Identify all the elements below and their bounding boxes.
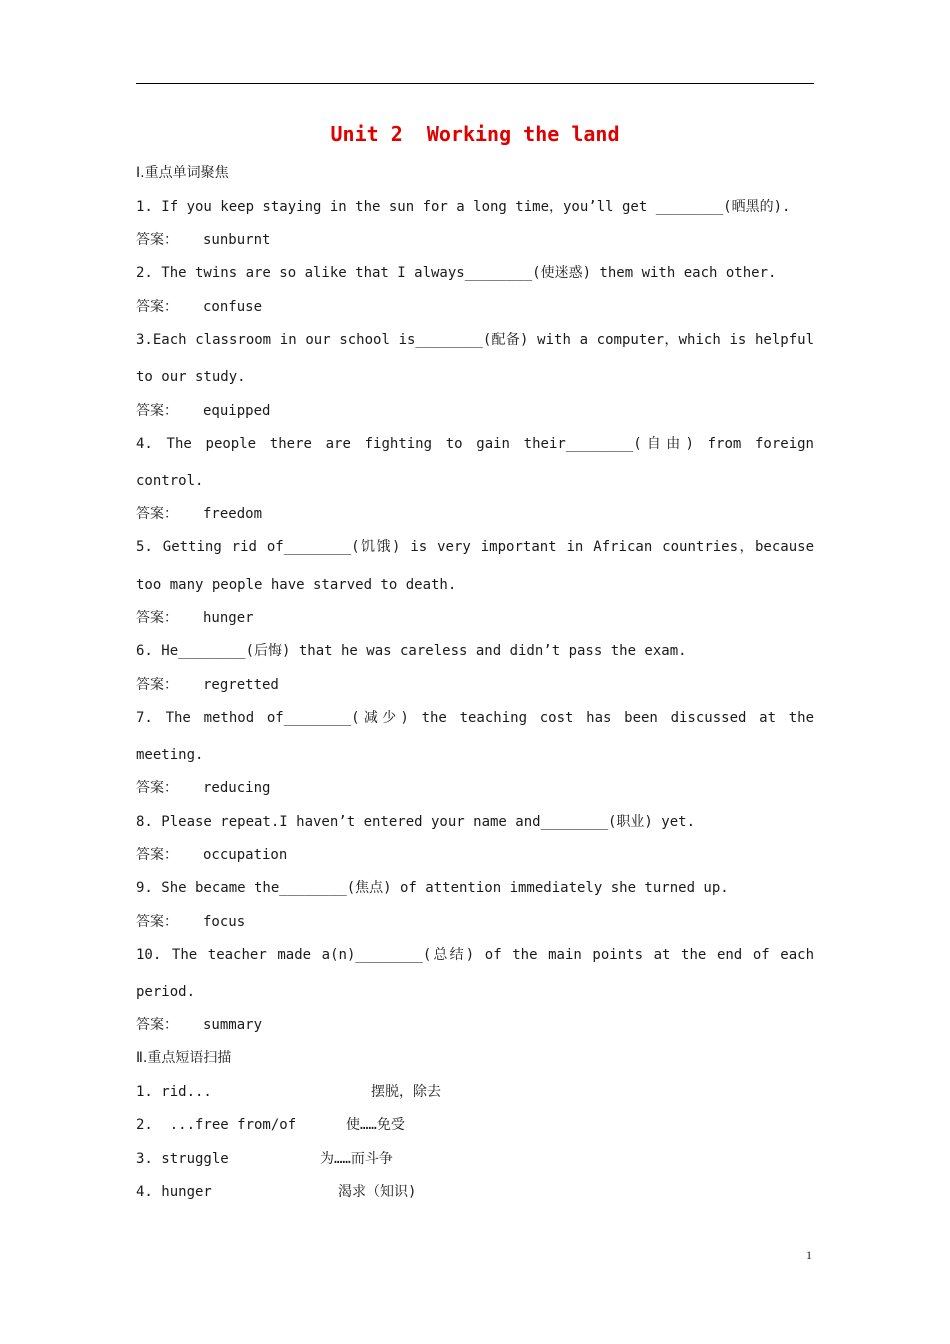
phrase-meaning: 渴求（知识) — [338, 1184, 417, 1200]
phrase-term: 4. hunger — [136, 1184, 212, 1200]
answer-4 — [136, 504, 814, 524]
phrase-item — [136, 1182, 814, 1202]
answer-3 — [136, 401, 814, 421]
question-4-cont: control. — [136, 473, 204, 489]
question-3: 3.Each classroom in our school is________(配备) with a computer，which is helpful — [136, 332, 814, 348]
phrase-meaning: 使……免受 — [346, 1117, 405, 1133]
question-2: 2. The twins are so alike that I always________(使迷惑) them with each other. — [136, 265, 777, 281]
phrase-item — [136, 1082, 814, 1102]
phrase-term: 1. rid... — [136, 1084, 212, 1100]
phrase-term: 3. struggle — [136, 1151, 229, 1167]
answer-1 — [136, 230, 814, 250]
answer-6 — [136, 675, 814, 695]
question-7: 7. The method of________(减少) the teaching cost has been discussed at the — [136, 710, 814, 726]
question-7-cont: meeting. — [136, 747, 204, 763]
answer-text: focus — [203, 914, 246, 930]
question-10: 10. The teacher made a(n)________(总结) of the main points at the end of each — [136, 947, 814, 963]
phrase-item — [136, 1149, 814, 1169]
answer-label: 答案： — [136, 847, 178, 863]
answer-label: 答案： — [136, 403, 178, 419]
phrase-term: 2. ...free from/of — [136, 1117, 297, 1133]
question-9: 9. She became the________(焦点) of attention immediately she turned up. — [136, 880, 729, 896]
answer-9 — [136, 912, 814, 932]
answer-text: regretted — [203, 677, 279, 693]
section-heading-phrases: Ⅱ.重点短语扫描 — [136, 1050, 232, 1066]
answer-label: 答案： — [136, 610, 178, 626]
answer-label: 答案： — [136, 1017, 178, 1033]
phrase-meaning: 为……而斗争 — [320, 1151, 393, 1167]
answer-8 — [136, 845, 814, 865]
answer-text: freedom — [203, 506, 263, 522]
page-title: Unit 2 Working the land — [330, 122, 620, 146]
answer-text: equipped — [203, 403, 271, 419]
answer-text: reducing — [203, 780, 271, 796]
answer-7 — [136, 778, 814, 798]
header-rule — [136, 83, 814, 84]
answer-label: 答案： — [136, 506, 178, 522]
answer-label: 答案： — [136, 677, 178, 693]
question-5: 5. Getting rid of________(饥饿) is very important in African countries，because — [136, 539, 814, 555]
phrase-meaning: 摆脱，除去 — [371, 1084, 441, 1100]
phrase-item — [136, 1115, 814, 1135]
question-6: 6. He________(后悔) that he was careless and didn’t pass the exam. — [136, 643, 687, 659]
answer-text: occupation — [203, 847, 288, 863]
page-number: 1 — [806, 1248, 812, 1262]
answer-2 — [136, 297, 814, 317]
answer-label: 答案： — [136, 914, 178, 930]
answer-5 — [136, 608, 814, 628]
answer-text: hunger — [203, 610, 254, 626]
answer-text: sunburnt — [203, 232, 271, 248]
question-8: 8. Please repeat.I haven’t entered your name and________(职业) yet. — [136, 814, 696, 830]
answer-text: summary — [203, 1017, 263, 1033]
answer-label: 答案： — [136, 780, 178, 796]
answer-label: 答案： — [136, 232, 178, 248]
question-10-cont: period. — [136, 984, 196, 1000]
section-heading-vocabulary: Ⅰ.重点单词聚焦 — [136, 165, 229, 181]
question-5-cont: too many people have starved to death. — [136, 577, 457, 593]
question-1: 1. If you keep staying in the sun for a long time，you’ll get ________(晒黑的). — [136, 199, 791, 215]
answer-text: confuse — [203, 299, 263, 315]
answer-label: 答案： — [136, 299, 178, 315]
question-3-cont: to our study. — [136, 369, 246, 385]
question-4: 4. The people there are fighting to gain their________(自由) from foreign — [136, 436, 814, 452]
answer-10 — [136, 1015, 814, 1035]
